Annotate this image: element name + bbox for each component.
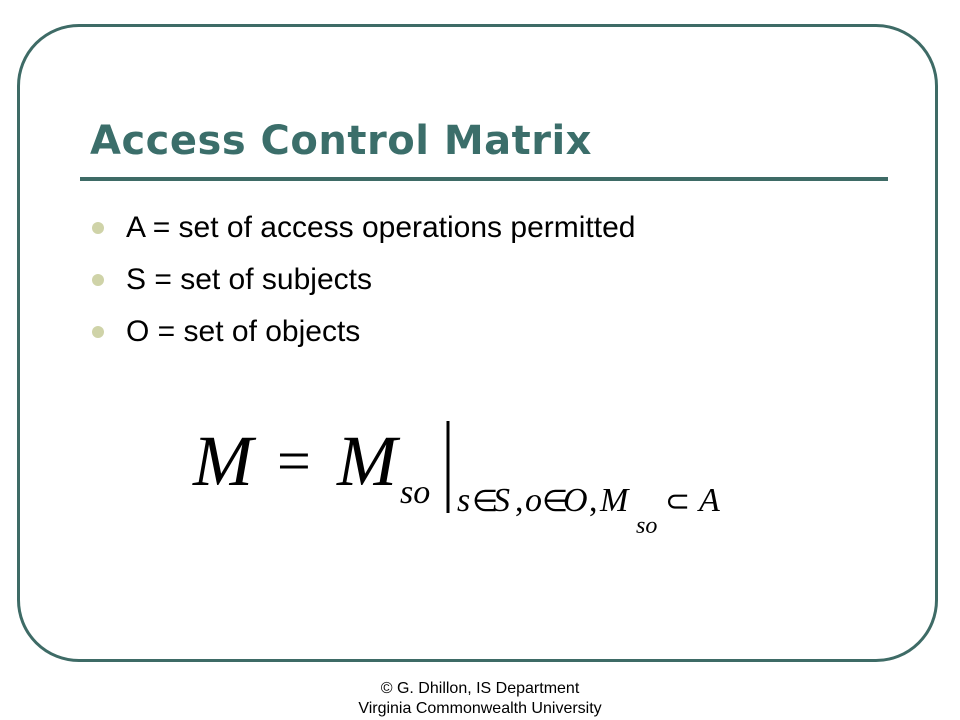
access-matrix-formula (185, 405, 785, 545)
condition-o: o (525, 482, 542, 519)
bullet-dot-icon (92, 222, 104, 234)
bullet-dot-icon (92, 326, 104, 338)
condition-s: s (457, 482, 471, 519)
condition-element-of: ∈ (542, 485, 569, 518)
bullet-text: A = set of access operations permitted (126, 211, 636, 244)
bullet-text: S = set of subjects (126, 263, 372, 296)
footer-credit-line1: © G. Dhillon, IS Department (380, 680, 580, 697)
footer-credit-line2: Virginia Commonwealth University (358, 700, 602, 717)
condition-M-subscript: so (636, 513, 658, 539)
condition-comma: , (515, 482, 524, 519)
title-underline (80, 177, 888, 181)
condition-M: M (600, 482, 629, 519)
bullet-text: O = set of objects (126, 315, 361, 348)
condition-comma: , (589, 482, 598, 519)
condition-element-of: ∈ (472, 485, 499, 518)
formula-equals: = (277, 428, 311, 494)
condition-subset-of: ⊂ (665, 485, 691, 518)
slide-title: Access Control Matrix (90, 118, 592, 164)
formula-rhs-subscript: so (400, 474, 431, 511)
formula-rhs: M (337, 421, 397, 501)
formula-lhs: M (193, 421, 253, 501)
condition-S: S (493, 482, 510, 519)
condition-O: O (563, 482, 588, 519)
condition-A: A (699, 482, 720, 519)
bullet-dot-icon (92, 274, 104, 286)
